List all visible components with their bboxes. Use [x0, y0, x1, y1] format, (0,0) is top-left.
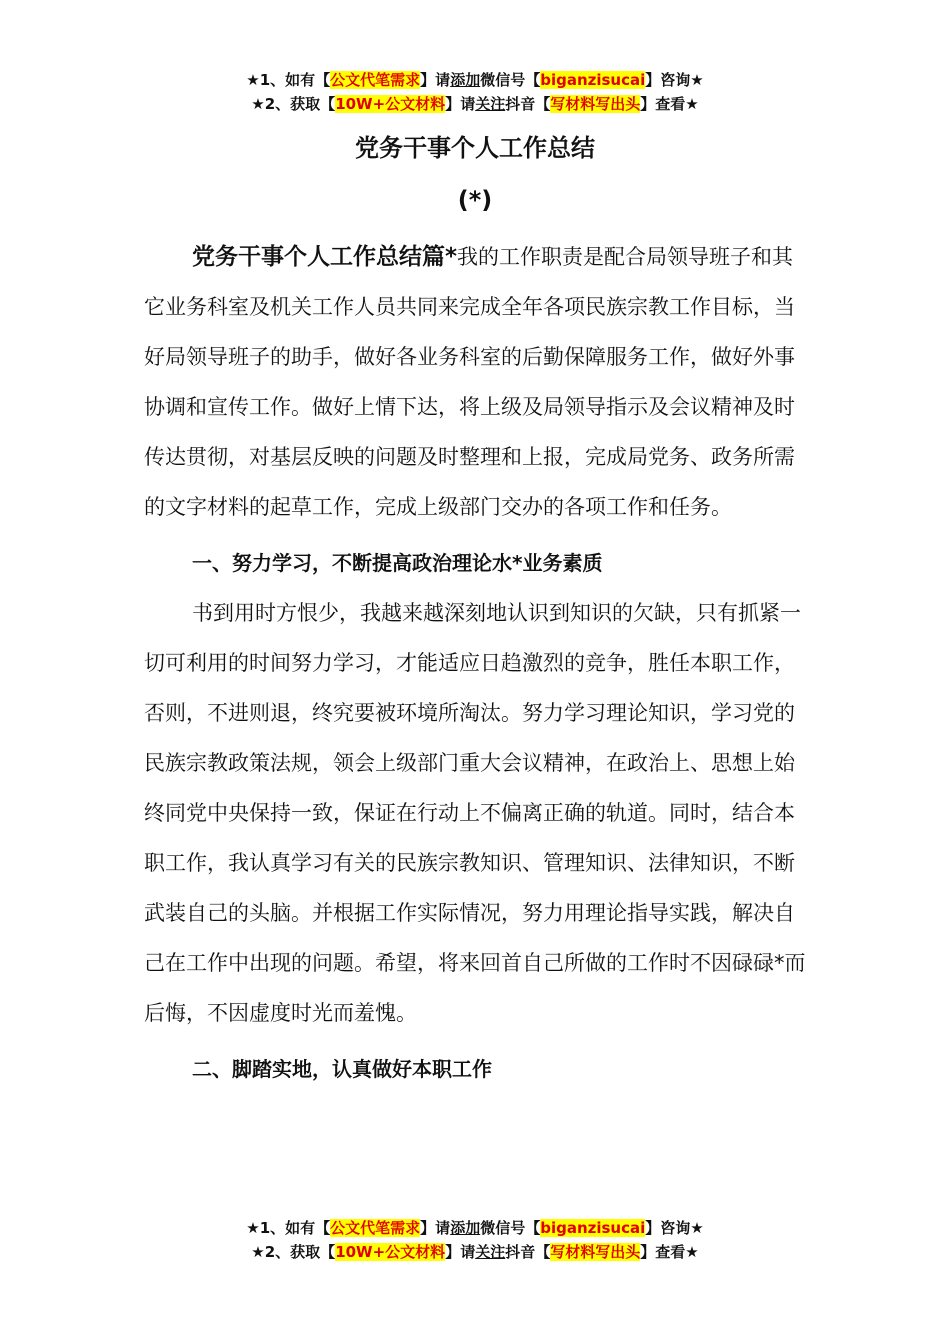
promo-banner-bottom: [0, 1216, 950, 1264]
section-2-heading: 二、脚踏实地，认真做好本职工作: [192, 1057, 492, 1081]
intro-lead: 党务干事个人工作总结篇*: [192, 244, 458, 270]
underline-add: 添加: [450, 71, 481, 89]
document-title: 党务干事个人工作总结: [355, 134, 595, 162]
promo-line-1: ★1、如有【公文代笔需求】请添加微信号【biganzisucai】咨询★: [246, 1219, 704, 1237]
highlight-wechat-id: biganzisucai: [540, 1219, 646, 1237]
promo-banner-top: [0, 68, 950, 116]
highlight-service: 公文代笔需求: [330, 1219, 421, 1237]
document-subtitle: (*): [457, 186, 493, 214]
underline-follow: 关注: [475, 1243, 506, 1261]
highlight-materials: 10W+公文材料: [335, 1243, 446, 1261]
promo-line-2: ★2、获取【10W+公文材料】请关注抖音【写材料写出头】查看★: [251, 1243, 699, 1261]
promo-line-2: ★2、获取【10W+公文材料】请关注抖音【写材料写出头】查看★: [251, 95, 699, 113]
underline-follow: 关注: [475, 95, 506, 113]
highlight-materials: 10W+公文材料: [335, 95, 446, 113]
highlight-douyin-id: 写材料写出头: [550, 1243, 641, 1261]
intro-text: 我的工作职责是配合局领导班子和其它业务科室及机关工作人员共同来完成全年各项民族宗教工作目标，当好局领导班子的助手，做好各业务科室的后勤保障服务工作，做好外事协调和宣传工作。做好上情下达，将上级及局领导指示及会议精神及时传达贯彻，对基层反映的问题及时整理和上报，完成局党务、政务所需的文字材料的起草工作，完成上级部门交办的各项工作和任务。: [144, 245, 795, 519]
section-1-paragraph: 书到用时方恨少，我越来越深刻地认识到知识的欠缺，只有抓紧一切可利用的时间努力学习，才能适应日趋激烈的竞争，胜任本职工作，否则，不进则退，终究要被环境所淘汰。努力学习理论知识，学习党的民族宗教政策法规，领会上级部门重大会议精神，在政治上、思想上始终同党中央保持一致，保证在行动上不偏离正确的轨道。同时，结合本职工作，我认真学习有关的民族宗教知识、管理知识、法律知识，不断武装自己的头脑。并根据工作实际情况，努力用理论指导实践，解决自己在工作中出现的问题。希望，将来回首自己所做的工作时不因碌碌*而后悔，不因虚度时光而羞愧。: [144, 601, 806, 1025]
document-body: [144, 232, 810, 1094]
highlight-service: 公文代笔需求: [330, 71, 421, 89]
promo-line-1: ★1、如有【公文代笔需求】请添加微信号【biganzisucai】咨询★: [246, 71, 704, 89]
highlight-wechat-id: biganzisucai: [540, 71, 646, 89]
intro-paragraph: [144, 232, 810, 532]
highlight-douyin-id: 写材料写出头: [550, 95, 641, 113]
underline-add: 添加: [450, 1219, 481, 1237]
section-1-heading: 一、努力学习，不断提高政治理论水*业务素质: [192, 551, 603, 575]
